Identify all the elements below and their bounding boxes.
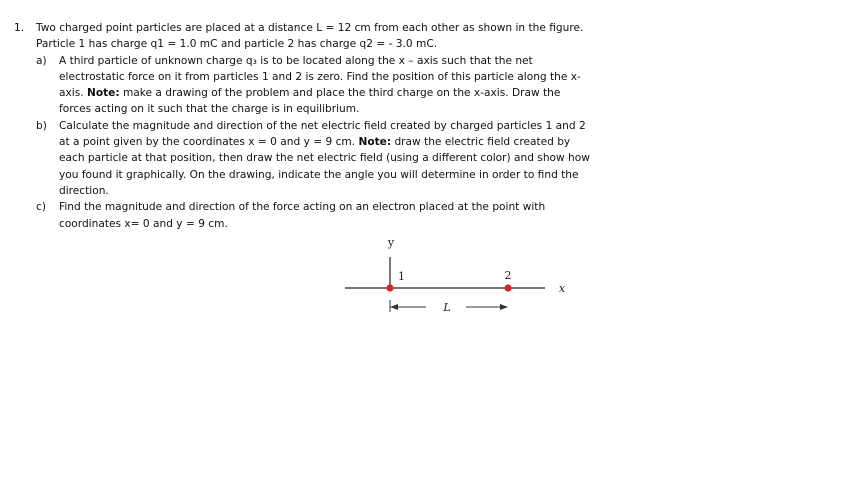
part-c-text: Find the magnitude and direction of the force acting on an electron placed at the point with coordinates x= 0 and y = 9 cm. — [59, 201, 546, 230]
part-a-letter: a) — [36, 54, 47, 67]
part-b-note: Note: — [358, 136, 392, 149]
part-a-text-after: make a drawing of the problem and place the third charge on the x-axis. Draw the forces acting on it such that the charge is in equilibrium. — [59, 87, 561, 116]
part-b-text-after: draw the electric field created by each particle at that position, then draw the net electric field (using a different color) and show how you found it graphically. On the drawing, indicate the angle you will determine in order to find the direction. — [59, 136, 590, 197]
part-c-letter: c) — [36, 201, 46, 214]
part-b-text-before: Calculate the magnitude and direction of the net electric field created by charged particles 1 and 2 at a point given by the coordinates x = 0 and y = 9 cm. — [59, 119, 586, 149]
distance-label: L — [443, 301, 451, 314]
problem-parts — [36, 53, 594, 232]
part-a-text — [59, 53, 594, 118]
part-c — [36, 199, 594, 232]
y-axis-label: y — [387, 236, 395, 249]
part-a — [36, 53, 594, 118]
problem-number: 1. — [14, 22, 25, 34]
problem-1 — [14, 20, 594, 232]
problem-intro-row — [14, 20, 594, 53]
particle-1-label: 1 — [398, 270, 405, 283]
part-b — [36, 118, 594, 199]
particle-1-dot — [386, 284, 393, 291]
particle-2-dot — [504, 284, 511, 291]
part-b-text — [59, 118, 594, 199]
particle-2-label: 2 — [504, 269, 512, 282]
part-a-text-before: A third particle of unknown charge q₃ is to be located along the x – axis such that the net electrostatic force on it from particles 1 and 2 is zero. Find the position of this particle along the x-axis. — [59, 54, 581, 100]
charges-figure — [340, 232, 580, 326]
part-b-letter: b) — [36, 119, 47, 132]
part-a-note: Note: — [86, 87, 120, 100]
charges-diagram — [340, 232, 580, 322]
x-axis-label: x — [558, 282, 566, 295]
problem-intro: Two charged point particles are placed at a distance L = 12 cm from each other as shown in the figure. Particle 1 has charge q1 = 1.0 mC and particle 2 has charge q2 = - 3.0 mC. — [36, 22, 584, 51]
